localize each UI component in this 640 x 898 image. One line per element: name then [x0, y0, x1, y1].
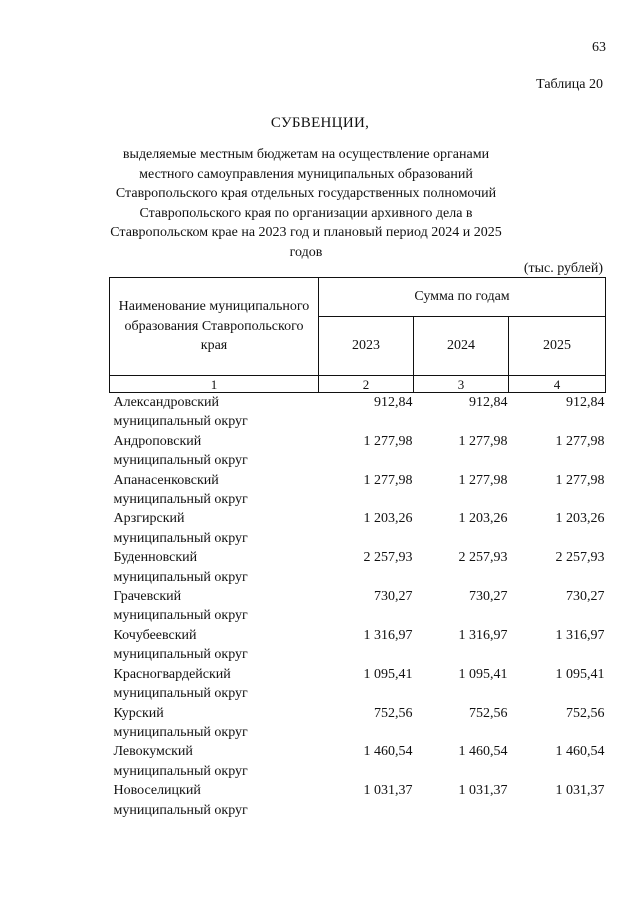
subventions-table [109, 277, 606, 820]
header-municipality-name: Наименование муниципального образования Ставропольского края [110, 278, 319, 376]
municipality-name-line2: муниципальный округ [113, 647, 248, 663]
municipality-name-line1: Новоселицкий [113, 783, 201, 799]
value-2025: 912,84 [566, 395, 605, 410]
value-2023: 1 316,97 [363, 627, 413, 643]
municipality-name-line1: Левокумский [113, 744, 193, 760]
value-2025: 1 031,37 [555, 783, 605, 799]
municipality-name [110, 393, 319, 432]
value-2024: 1 095,41 [458, 666, 508, 682]
municipality-name-line2: муниципальный округ [113, 763, 248, 779]
municipality-name [110, 587, 319, 626]
document-title: СУБВЕНЦИИ, [270, 115, 370, 131]
municipality-name [110, 665, 319, 704]
table-row [110, 781, 606, 820]
municipality-name-line2: муниципальный округ [113, 414, 248, 430]
value-2025: 1 316,97 [555, 627, 605, 643]
municipality-name-line1: Апанасенковский [113, 472, 219, 488]
column-number-4: 4 [509, 376, 606, 393]
table-row [110, 548, 606, 587]
value-2023: 1 031,37 [363, 783, 413, 799]
value-2024: 2 257,93 [458, 550, 508, 566]
table-row [110, 626, 606, 665]
value-2024: 1 277,98 [458, 433, 508, 449]
value-2023: 1 460,54 [363, 744, 413, 760]
value-2024: 1 277,98 [458, 472, 508, 488]
municipality-name-line1: Александровский [113, 395, 220, 410]
value-2024: 1 460,54 [458, 744, 508, 760]
municipality-name [110, 548, 319, 587]
municipality-name-line2: муниципальный округ [113, 802, 248, 818]
value-2023: 912,84 [374, 395, 413, 410]
value-2023: 1 277,98 [363, 472, 413, 488]
municipality-name [110, 626, 319, 665]
table-row [110, 742, 606, 781]
municipality-name-line1: Арзгирский [113, 511, 185, 527]
table-row [110, 393, 606, 432]
table-row [110, 432, 606, 471]
municipality-name [110, 704, 319, 743]
table-row [110, 509, 606, 548]
value-2023: 1 203,26 [363, 511, 413, 527]
column-number-2: 2 [319, 376, 414, 393]
municipality-name-line2: муниципальный округ [113, 608, 248, 624]
table-row [110, 587, 606, 626]
municipality-name-line1: Красногвардейский [113, 666, 231, 682]
page-number: 63 [592, 40, 606, 55]
units-label: (тыс. рублей) [523, 261, 603, 276]
value-2023: 730,27 [374, 589, 413, 605]
value-2025: 1 460,54 [555, 744, 605, 760]
value-2024: 752,56 [469, 705, 508, 721]
value-2025: 1 277,98 [555, 472, 605, 488]
value-2024: 730,27 [469, 589, 508, 605]
document-subtitle: выделяемые местным бюджетам на осуществление органами местного самоуправления муниципальных образований Ставропольского края отдельных государственных полномочий Ставропольского края по организации архивного дела в Ставропольском крае на 2023 год и плановый период 2024 и 2025 годов [110, 147, 502, 260]
column-number-1: 1 [110, 376, 319, 393]
municipality-name [110, 509, 319, 548]
value-2025: 1 277,98 [555, 433, 605, 449]
value-2025: 1 203,26 [555, 511, 605, 527]
municipality-name-line2: муниципальный округ [113, 492, 248, 508]
value-2024: 1 316,97 [458, 627, 508, 643]
municipality-name-line1: Курский [113, 705, 164, 721]
table-row [110, 704, 606, 743]
municipality-name-line1: Грачевский [113, 589, 182, 605]
header-year-2025: 2025 [509, 317, 606, 376]
municipality-name-line1: Андроповский [113, 433, 202, 449]
value-2025: 2 257,93 [555, 550, 605, 566]
header-year-2024: 2024 [414, 317, 509, 376]
municipality-name [110, 781, 319, 820]
value-2023: 1 095,41 [363, 666, 413, 682]
value-2023: 1 277,98 [363, 433, 413, 449]
municipality-name-line1: Буденновский [113, 550, 198, 566]
header-year-2023: 2023 [319, 317, 414, 376]
value-2025: 1 095,41 [555, 666, 605, 682]
value-2024: 1 031,37 [458, 783, 508, 799]
value-2023: 752,56 [374, 705, 413, 721]
municipality-name-line1: Кочубеевский [113, 627, 197, 643]
header-sum-by-years: Сумма по годам [319, 278, 606, 317]
municipality-name-line2: муниципальный округ [113, 453, 248, 469]
table-row [110, 471, 606, 510]
table-label: Таблица 20 [536, 77, 603, 92]
municipality-name [110, 432, 319, 471]
value-2025: 730,27 [566, 589, 605, 605]
municipality-name-line2: муниципальный округ [113, 569, 248, 585]
value-2024: 912,84 [469, 395, 508, 410]
value-2023: 2 257,93 [363, 550, 413, 566]
table-row [110, 665, 606, 704]
municipality-name-line2: муниципальный округ [113, 686, 248, 702]
municipality-name-line2: муниципальный округ [113, 530, 248, 546]
municipality-name-line2: муниципальный округ [113, 724, 248, 740]
value-2024: 1 203,26 [458, 511, 508, 527]
column-number-3: 3 [414, 376, 509, 393]
municipality-name [110, 471, 319, 510]
value-2025: 752,56 [566, 705, 605, 721]
municipality-name [110, 742, 319, 781]
